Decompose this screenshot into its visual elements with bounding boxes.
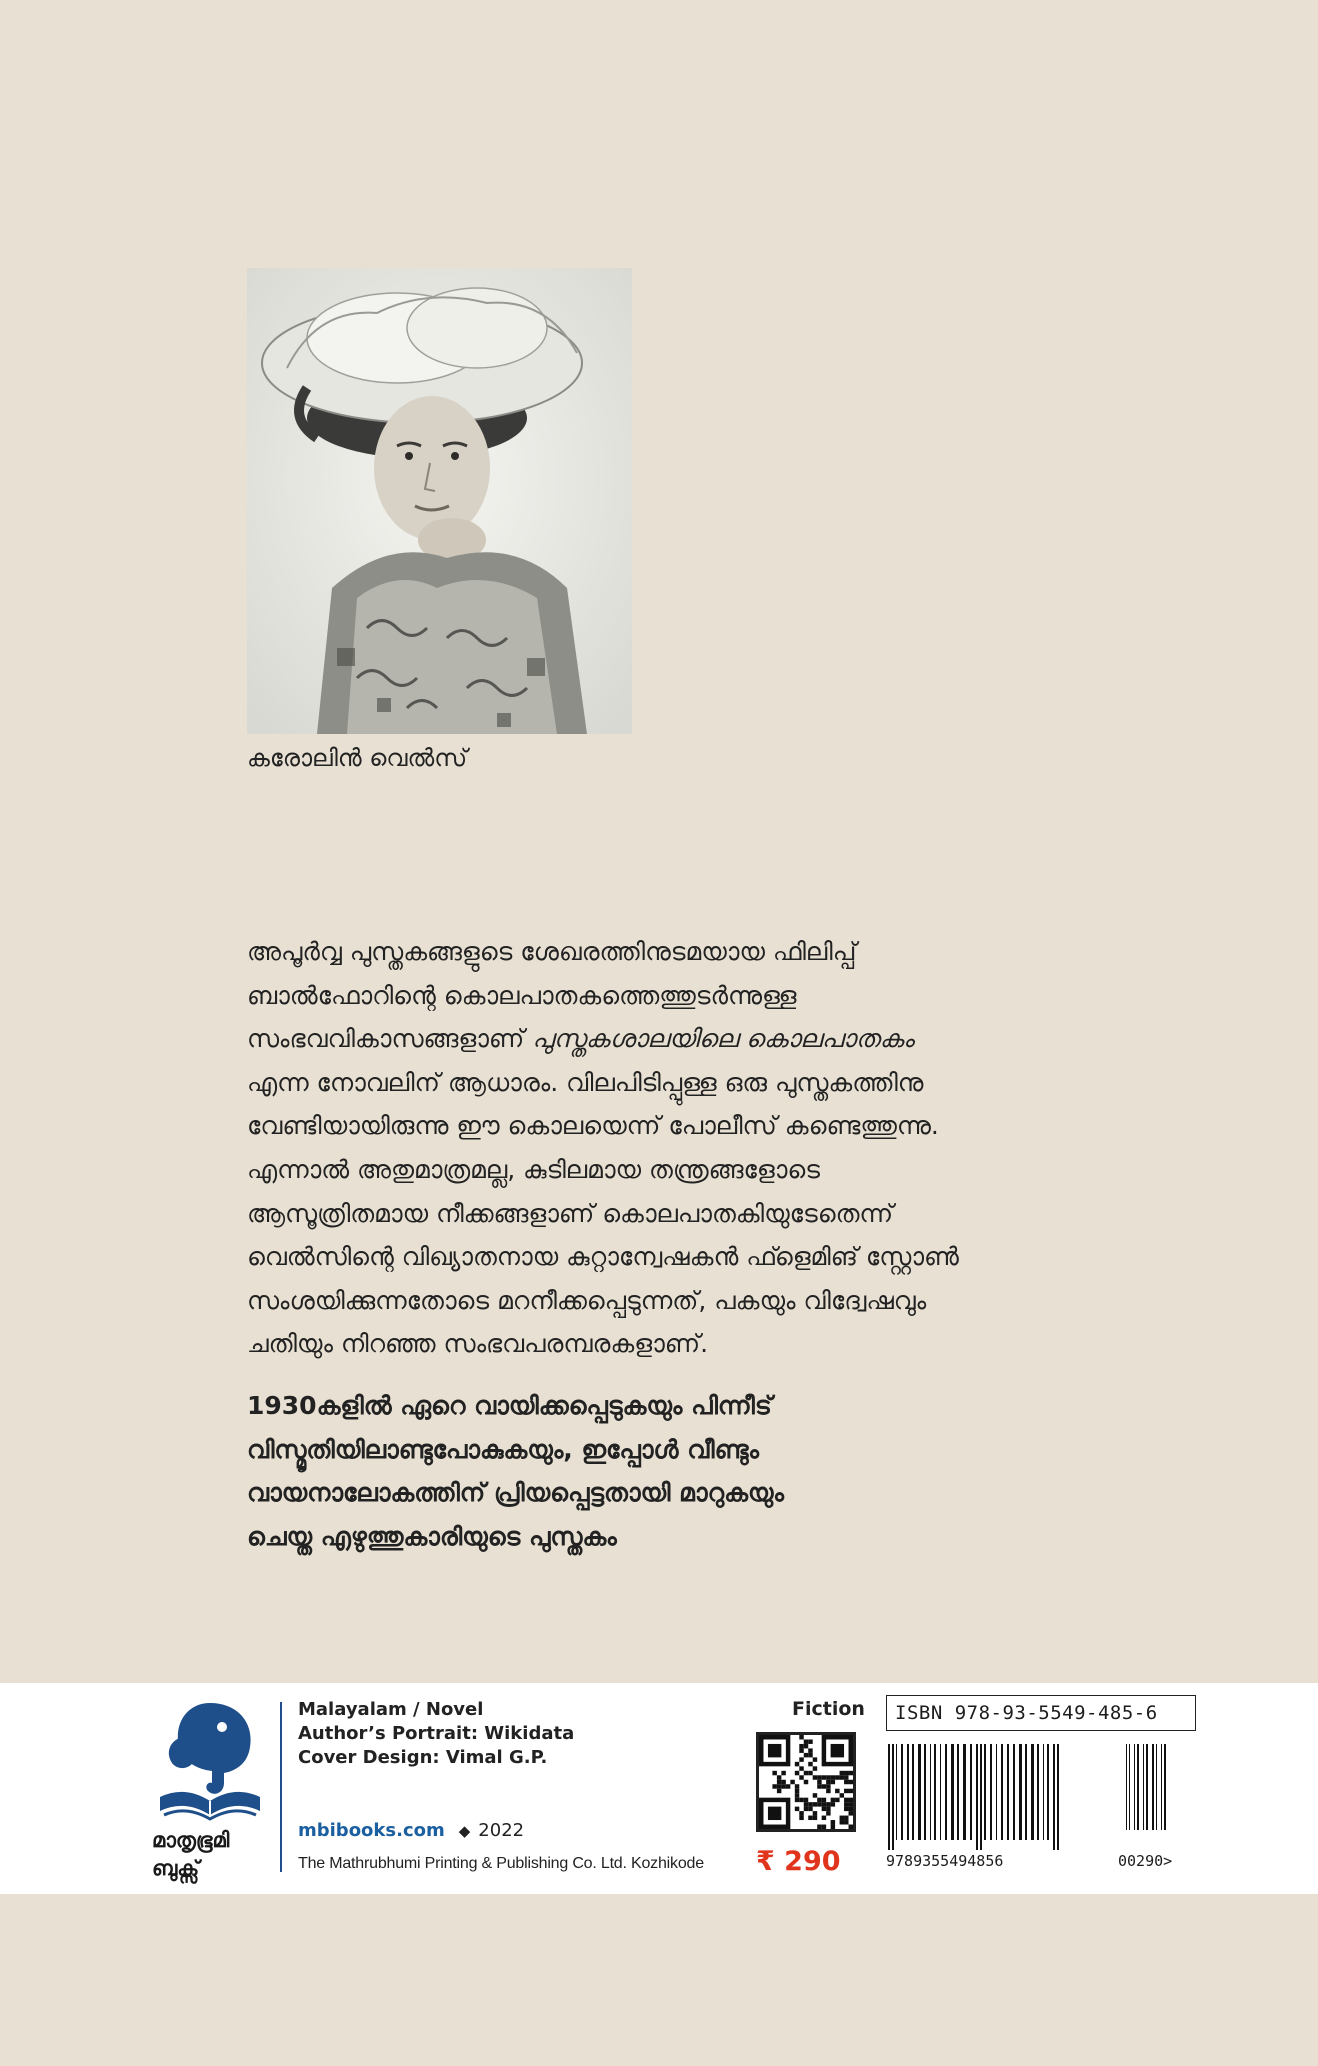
isbn-label: ISBN 978-93-5549-485-6 (886, 1695, 1196, 1731)
cover-design-credit: Cover Design: Vimal G.P. (298, 1747, 548, 1768)
publication-year: 2022 (478, 1820, 525, 1841)
portrait-caption: കരോലിൻ വെൽസ് (247, 744, 468, 772)
barcode-main-digits: 9789355494856 (886, 1852, 1004, 1870)
qr-code[interactable] (756, 1732, 856, 1832)
blurb-line: അപൂർവ്വ പുസ്തകങ്ങളുടെ ശേഖരത്തിനുടമയായ ഫിലിപ്പ് (247, 937, 857, 966)
band-divider (280, 1702, 282, 1872)
logo-line: ബുക്സ് (152, 1856, 200, 1880)
blurb-line: വെൽസിന്റെ വിഖ്യാതനായ കുറ്റാന്വേഷകൻ ഫ്ളെമിങ് സ്റ്റോൺ (247, 1242, 959, 1272)
blurb-line: വേണ്ടിയായിരുന്നു ഈ കൊലയെന്ന് പോലീസ് കണ്ടെത്തുന്നു. (247, 1111, 939, 1141)
barcode-addon-digits: 00290> (1118, 1852, 1173, 1870)
blurb-text: സംഭവവികാസങ്ങളാണ് (247, 1024, 533, 1054)
blurb-line: എന്നാൽ അതുമാത്രമല്ല, കുടിലമായ തന്ത്രങ്ങളോടെ (247, 1154, 820, 1184)
diamond-icon: ◆ (458, 1822, 471, 1840)
author-portrait (247, 268, 632, 734)
book-title: പുസ്തകശാലയിലെ കൊലപാതകം (532, 1024, 914, 1054)
blurb-paragraph (247, 930, 1127, 1366)
genre-label: Fiction (792, 1698, 865, 1720)
logo-line: മാതൃഭൂമി (152, 1828, 230, 1852)
portrait-credit: Author’s Portrait: Wikidata (298, 1723, 575, 1744)
tagline-line: വിസ്മൃതിയിലാണ്ടുപോകുകയും, ഇപ്പോൾ വീണ്ടും (247, 1434, 759, 1464)
blurb-line: ബാൽഫോറിന്റെ കൊലപാതകത്തെത്തുടർന്നുള്ള (247, 980, 797, 1010)
publisher-logo-text (152, 1826, 229, 1882)
blurb-line: സംശയിക്കുന്നതോടെ മറനീക്കപ്പെടുന്നത്, പകയും വിദ്വേഷവും (247, 1285, 927, 1315)
website-line (298, 1820, 524, 1841)
price-label: ₹ 290 (756, 1846, 841, 1877)
category-label: Malayalam / Novel (298, 1699, 484, 1720)
blurb-line: ചതിയും നിറഞ്ഞ സംഭവപരമ്പരകളാണ്. (247, 1329, 709, 1359)
tagline-line: വായനാലോകത്തിന് പ്രിയപ്പെട്ടതായി മാറുകയും (247, 1478, 784, 1508)
blurb-line: എന്ന നോവലിന് ആധാരം. വിലപിടിപ്പുള്ള ഒരു പുസ്തകത്തിനു (247, 1067, 924, 1097)
blurb-line: ആസൂത്രിതമായ നീക്കങ്ങളാണ് കൊലപാതകിയുടേതെന്ന് (247, 1198, 894, 1228)
tagline-line: 1930കളിൽ ഏറെ വായിക്കപ്പെടുകയും പിന്നീട് (247, 1391, 772, 1420)
publisher-name: The Mathrubhumi Printing & Publishing Co. Ltd. Kozhikode (298, 1855, 704, 1872)
tagline-line: ചെയ്ത എഴുത്തുകാരിയുടെ പുസ്തകം (247, 1521, 617, 1551)
website-link[interactable]: mbibooks.com (298, 1820, 445, 1841)
tagline (247, 1384, 1127, 1558)
book-meta (298, 1698, 574, 1770)
blurb-line (247, 1017, 1127, 1061)
